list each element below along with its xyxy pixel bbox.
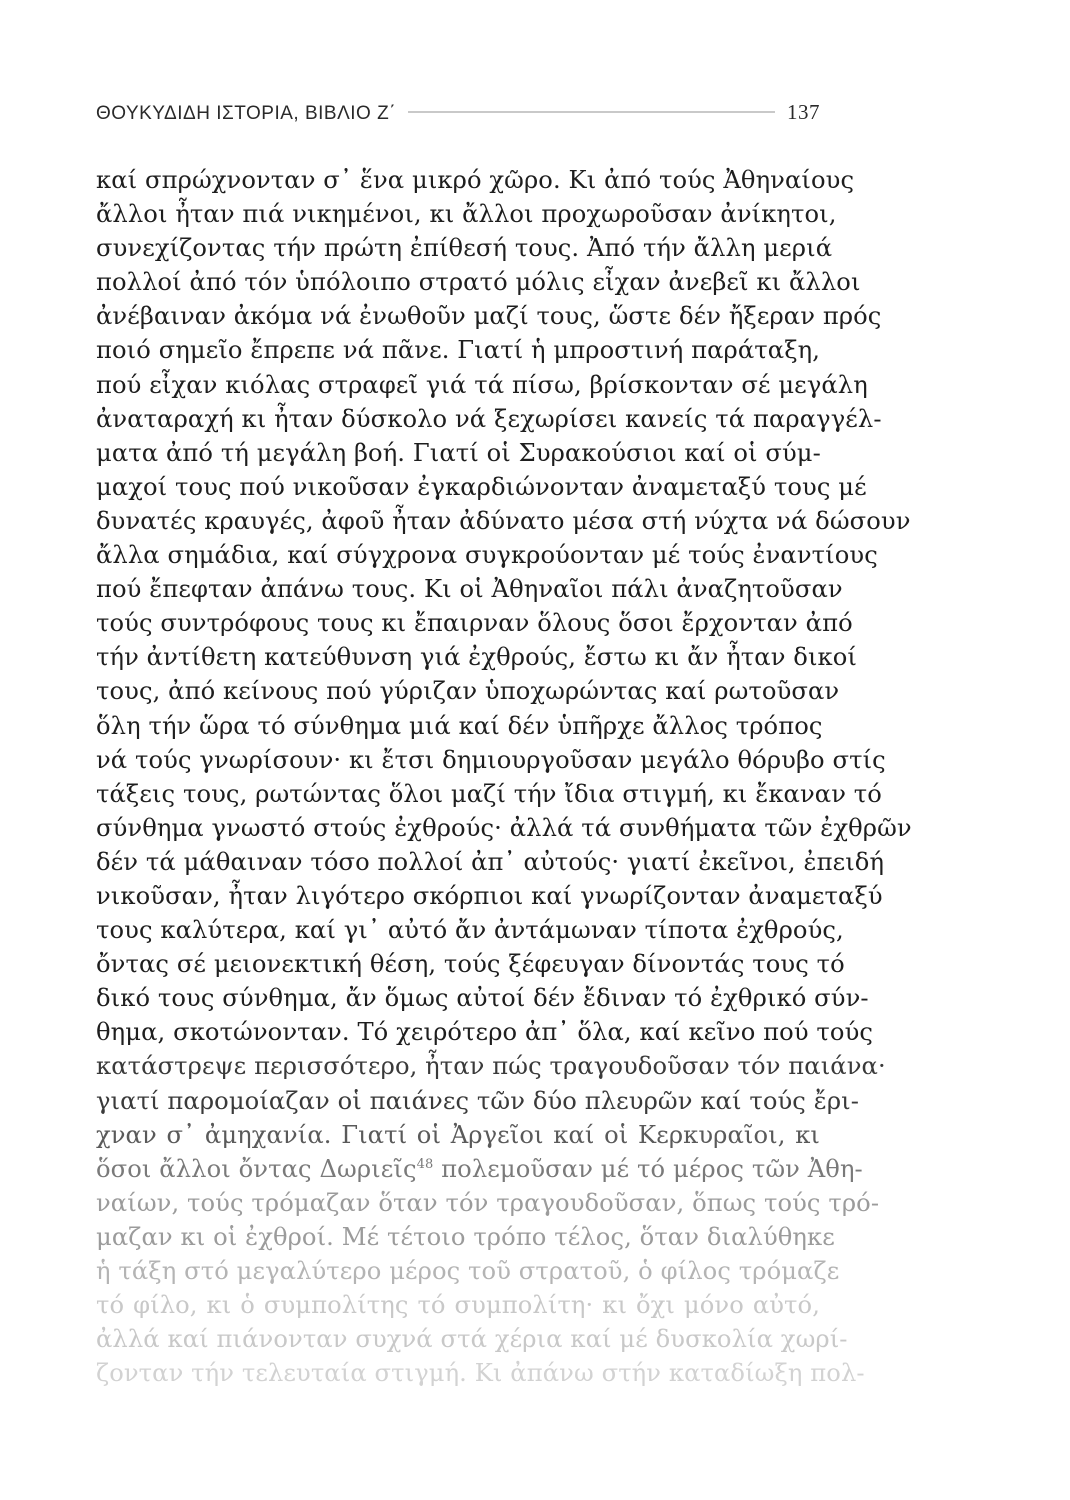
text-line: τάξεις τους, ρωτώντας ὅλοι μαζί τήν ἴδια στιγμή, κι ἔκαναν τό xyxy=(96,779,882,808)
text-line: πού εἶχαν κιόλας στραφεῖ γιά τά πίσω, βρίσκονταν σέ μεγάλη xyxy=(96,370,868,399)
text-line: τήν ἀντίθετη κατεύθυνση γιά ἐχθρούς, ἔστω κι ἄν ἦταν δικοί xyxy=(96,643,858,672)
text-line: ὄντας σέ μειονεκτική θέση, τούς ξέφευγαν δίνοντάς τους τό xyxy=(96,950,845,979)
text-line: δικό τους σύνθημα, ἄν ὅμως αὐτοί δέν ἔδιναν τό ἐχθρικό σύν- xyxy=(96,984,869,1013)
text-line: τους, ἀπό κείνους πού γύριζαν ὑποχωρώντας καί ρωτοῦσαν xyxy=(96,677,840,706)
text-line: χναν σ᾽ ἀμηχανία. Γιατί οἱ Ἀργεῖοι καί οἱ Κερκυραῖοι, κι xyxy=(96,1120,820,1149)
footnote-reference: 48 xyxy=(416,1156,434,1172)
text-line: ματα ἀπό τή μεγάλη βοή. Γιατί οἱ Συρακούσιοι καί οἱ σύμ- xyxy=(96,438,821,467)
page-number: 137 xyxy=(787,100,820,124)
text-line: σύνθημα γνωστό στούς ἐχθρούς· ἀλλά τά συνθήματα τῶν ἐχθρῶν xyxy=(96,813,912,842)
text-line: δυνατές κραυγές, ἀφοῦ ἦταν ἀδύνατο μέσα στή νύχτα νά δώσουν xyxy=(96,506,911,535)
text-line: τούς συντρόφους τους κι ἔπαιρναν ὅλους ὅσοι ἔρχονταν ἀπό xyxy=(96,609,853,638)
text-line: μαχοί τους πού νικοῦσαν ἐγκαρδιώνονταν ἀναμεταξύ τους μέ xyxy=(96,472,867,501)
text-segment: πολεμοῦσαν μέ τό μέρος τῶν Ἀθη- xyxy=(441,1154,863,1183)
running-title: ΘΟΥΚΥΔΙΔΗ ΙΣΤΟΡΙΑ, ΒΙΒΛΙΟ Ζ΄ xyxy=(96,103,397,124)
text-line: συνεχίζοντας τήν πρώτη ἐπίθεσή τους. Ἀπό τήν ἄλλη μεριά xyxy=(96,234,833,263)
text-line: πού ἔπεφταν ἀπάνω τους. Κι οἱ Ἀθηναῖοι πάλι ἀναζητοῦσαν xyxy=(96,575,843,604)
text-line: νικοῦσαν, ἦταν λιγότερο σκόρπιοι καί γνωρίζονταν ἀναμεταξύ xyxy=(96,881,883,910)
text-line: θημα, σκοτώνονταν. Τό χειρότερο ἀπ᾽ ὅλα, καί κεῖνο πού τούς xyxy=(96,1018,874,1047)
text-line: τους καλύτερα, καί γι᾽ αὐτό ἄν ἀντάμωναν τίποτα ἐχθρούς, xyxy=(96,916,844,945)
text-line-with-footnote xyxy=(96,1152,863,1186)
text-line: καί σπρώχνονταν σ᾽ ἕνα μικρό χῶρο. Κι ἀπό τούς Ἀθηναίους xyxy=(96,166,855,194)
text-line: ναίων, τούς τρόμαζαν ὅταν τόν τραγουδοῦσαν, ὅπως τούς τρό- xyxy=(96,1188,880,1217)
text-line: νά τούς γνωρίσουν· κι ἔτσι δημιουργοῦσαν μεγάλο θόρυβο στίς xyxy=(96,745,886,774)
text-line: γιατί παρομοίαζαν οἱ παιάνες τῶν δύο πλευρῶν καί τούς ἔρι- xyxy=(96,1086,859,1115)
header-rule xyxy=(408,111,775,113)
text-line: πολλοί ἀπό τόν ὑπόλοιπο στρατό μόλις εἶχαν ἀνεβεῖ κι ἄλλοι xyxy=(96,268,861,297)
text-line: μαζαν κι οἱ ἐχθροί. Μέ τέτοιο τρόπο τέλος, ὅταν διαλύθηκε xyxy=(96,1222,835,1251)
text-line: ὅλη τήν ὥρα τό σύνθημα μιά καί δέν ὑπῆρχε ἄλλος τρόπος xyxy=(96,711,823,740)
text-line: ἀλλά καί πιάνονταν συχνά στά χέρια καί μέ δυσκολία χωρί- xyxy=(96,1325,848,1354)
text-line: κατάστρεψε περισσότερο, ἦταν πώς τραγουδοῦσαν τόν παιάνα· xyxy=(96,1052,886,1081)
text-line: ἡ τάξη στό μεγαλύτερο μέρος τοῦ στρατοῦ, ὁ φίλος τρόμαζε xyxy=(96,1257,840,1285)
running-header xyxy=(96,100,820,130)
text-segment: ὅσοι ἄλλοι ὄντας Δωριεῖς xyxy=(96,1154,417,1183)
text-line: ἀνέβαιναν ἀκόμα νά ἐνωθοῦν μαζί τους, ὥστε δέν ἤξεραν πρός xyxy=(96,302,882,331)
text-line: τό φίλο, κι ὁ συμπολίτης τό συμπολίτη· κι ὄχι μόνο αὐτό, xyxy=(96,1291,820,1320)
text-line: δέν τά μάθαιναν τόσο πολλοί ἀπ᾽ αὐτούς· γιατί ἐκεῖνοι, ἐπειδή xyxy=(96,847,885,876)
text-line: ἀναταραχή κι ἦταν δύσκολο νά ξεχωρίσει κανείς τά παραγγέλ- xyxy=(96,404,882,433)
text-line: ἄλλοι ἦταν πιά νικημένοι, κι ἄλλοι προχωροῦσαν ἀνίκητοι, xyxy=(96,200,837,229)
text-line: ζονταν τήν τελευταία στιγμή. Κι ἀπάνω στήν καταδίωξη πολ- xyxy=(96,1359,865,1388)
text-line: ἄλλα σημάδια, καί σύγχρονα συγκρούονταν μέ τούς ἐναντίους xyxy=(96,541,878,570)
body-text xyxy=(96,163,912,1390)
text-line: ποιό σημεῖο ἔπρεπε νά πᾶνε. Γιατί ἡ μπροστινή παράταξη, xyxy=(96,336,820,365)
